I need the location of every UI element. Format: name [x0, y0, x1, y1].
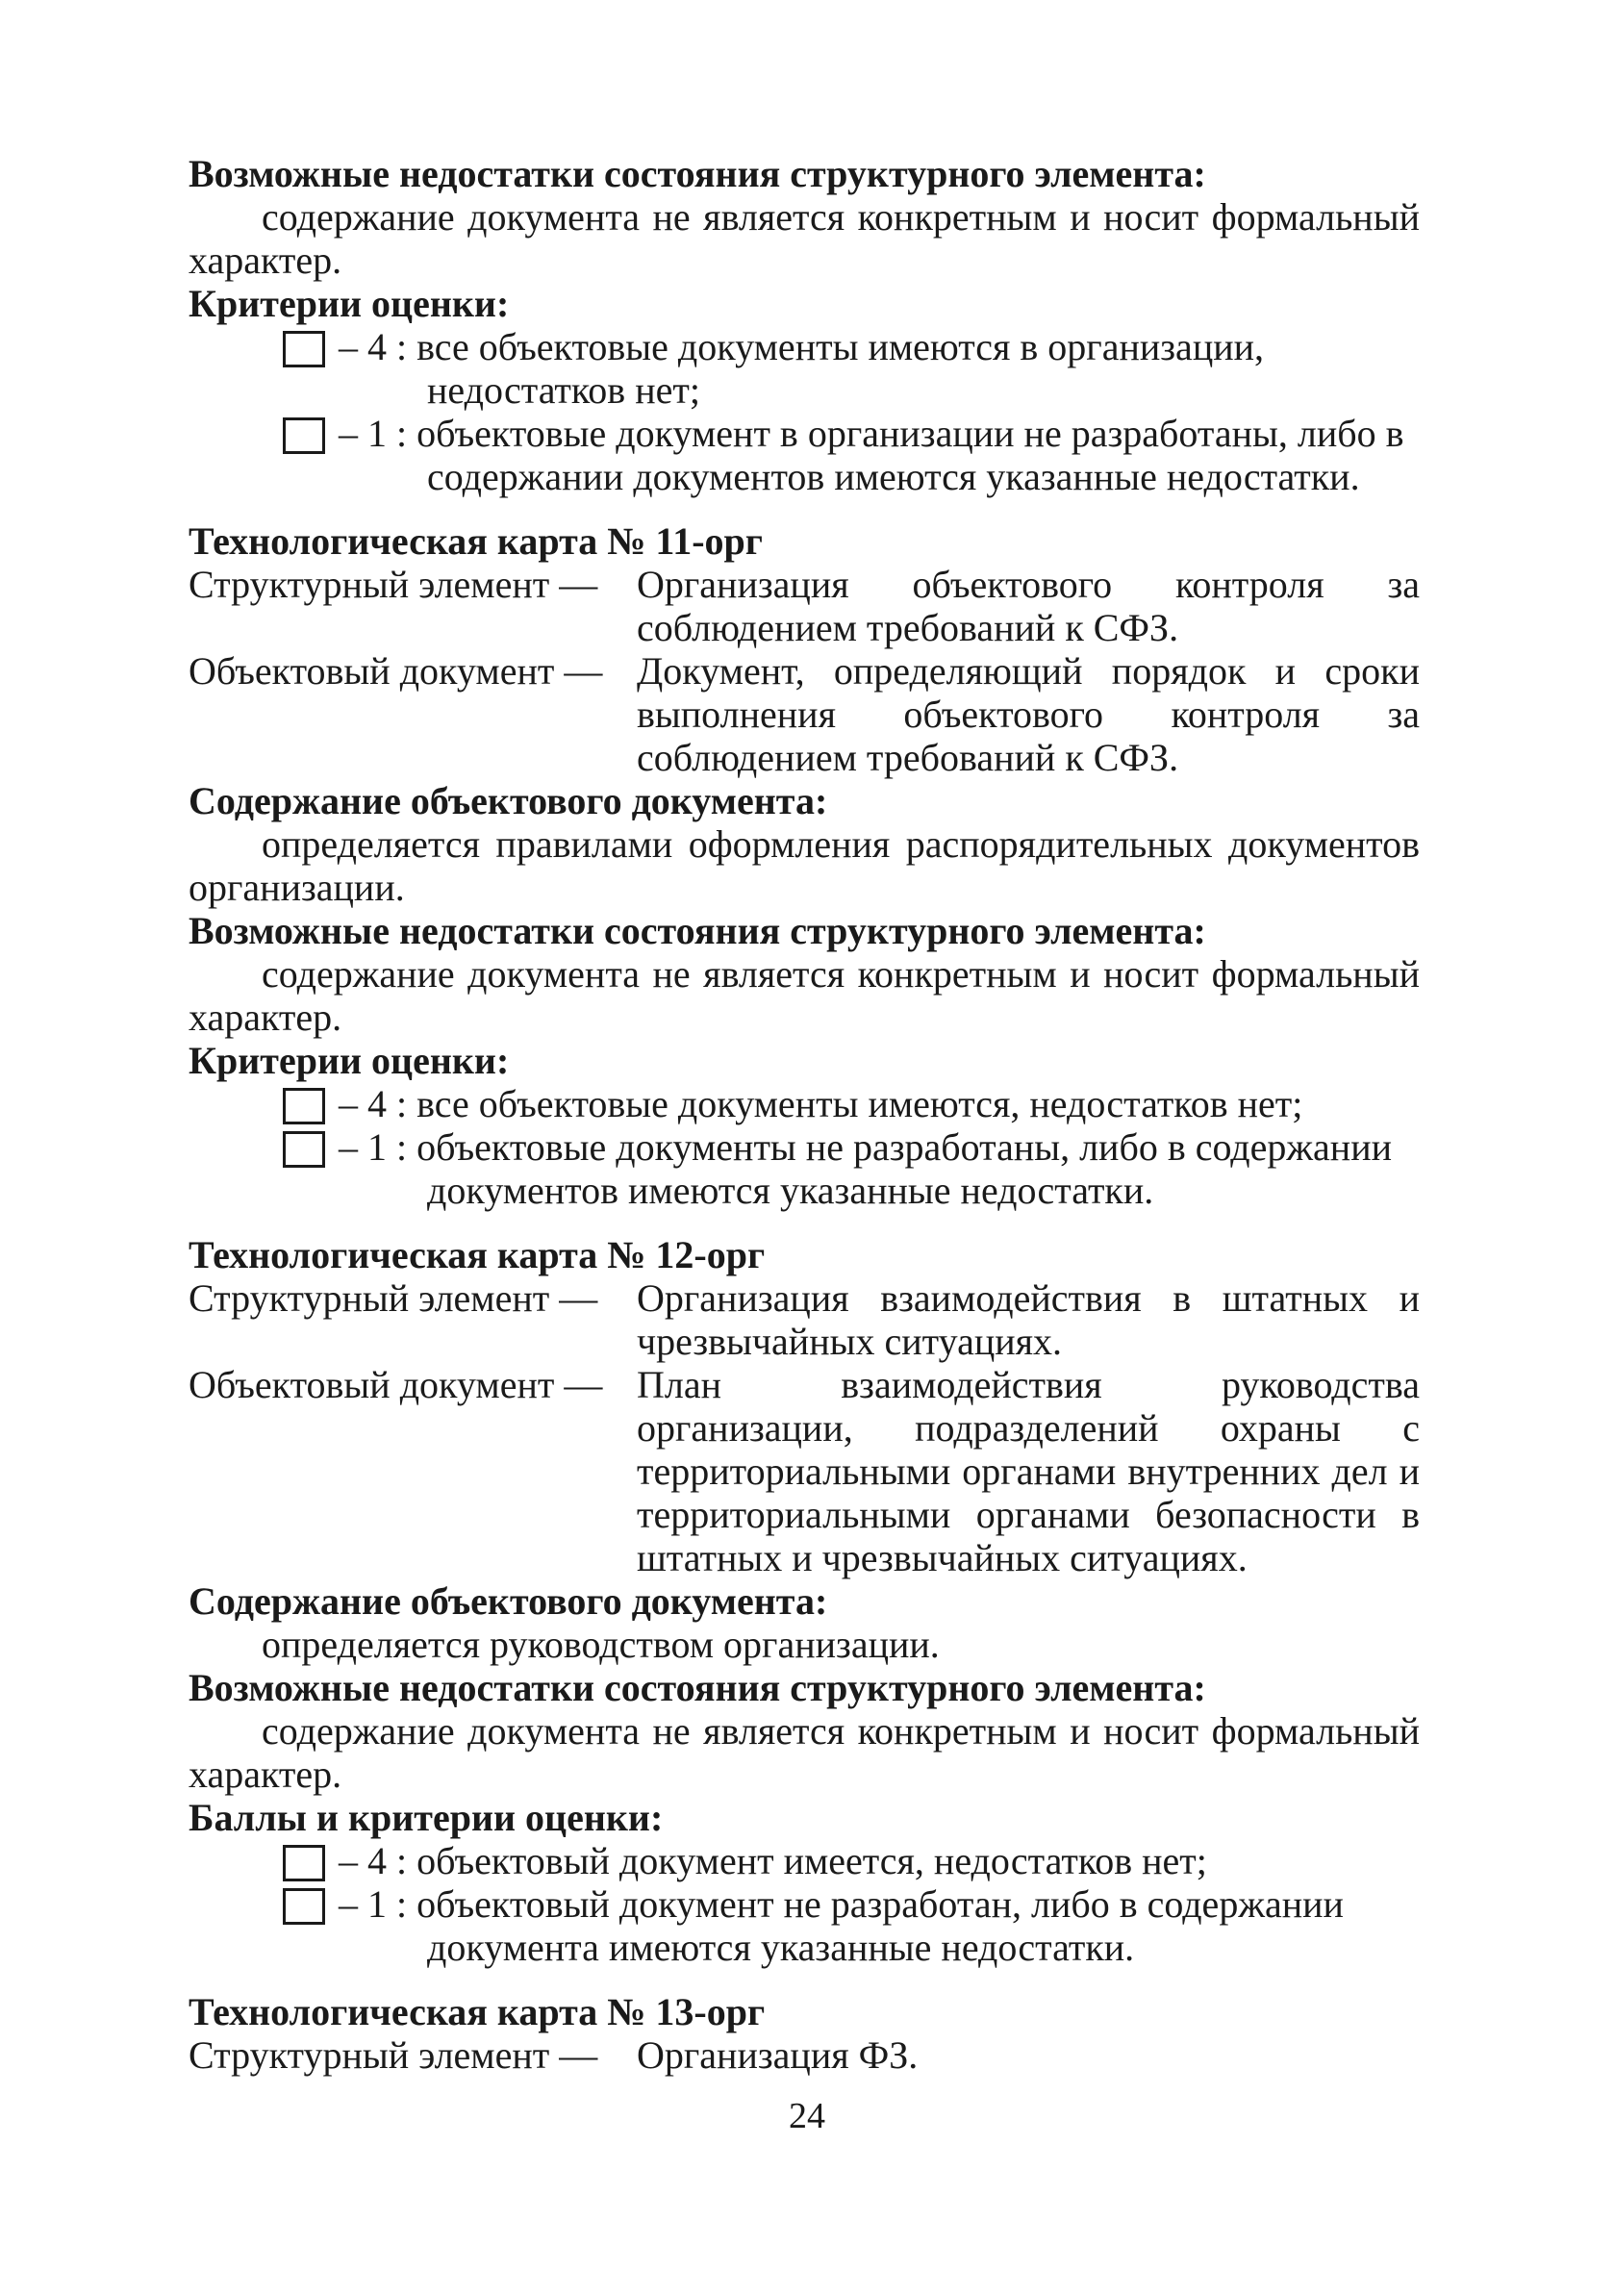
structural-element-label: Структурный элемент — [189, 1276, 598, 1320]
content-heading: Содержание объектового документа: [189, 1579, 828, 1623]
drawbacks-text: содержание документа не является конкретным и носит формальный характер. [189, 1709, 1420, 1796]
structural-element-row [189, 1276, 1420, 1363]
checkbox-icon[interactable] [283, 1088, 325, 1124]
criteria-heading: Баллы и критерии оценки: [189, 1796, 664, 1839]
structural-element-value: Организация взаимодействия в штатных и чрезвычайных ситуациях. [637, 1276, 1420, 1363]
criterion-item [189, 1082, 1420, 1125]
content-heading: Содержание объектового документа: [189, 779, 828, 822]
drawbacks-text: содержание документа не является конкретным и носит формальный характер. [189, 195, 1420, 282]
criterion-item [189, 412, 1420, 498]
checkbox-icon[interactable] [283, 331, 325, 367]
checkbox-icon[interactable] [283, 1845, 325, 1881]
checkbox-icon[interactable] [283, 1888, 325, 1925]
drawbacks-heading: Возможные недостатки состояния структурного элемента: [189, 152, 1206, 195]
criterion-item [189, 325, 1420, 412]
criterion-text: – 4 : объектовый документ имеется, недостатков нет; [339, 1839, 1207, 1882]
criterion-continuation: документов имеются указанные недостатки. [427, 1169, 1154, 1212]
structural-element-row [189, 2033, 1420, 2077]
page-number: 24 [789, 2096, 825, 2136]
content-text: определяется руководством организации. [262, 1623, 940, 1666]
criterion-continuation: недостатков нет; [427, 368, 700, 412]
checkbox-icon[interactable] [283, 417, 325, 454]
criterion-text: – 1 : объектовые документы не разработаны, либо в содержании [339, 1125, 1393, 1169]
structural-element-value: Организация объектового контроля за соблюдением требований к СФЗ. [637, 563, 1420, 649]
document-page [189, 152, 1420, 2077]
criterion-text: – 1 : объектовый документ не разработан, либо в содержании [339, 1882, 1344, 1926]
criteria-heading: Критерии оценки: [189, 1039, 510, 1082]
object-document-value: Документ, определяющий порядок и сроки выполнения объектового контроля за соблюдением требований к СФЗ. [637, 649, 1420, 779]
criterion-text: – 1 : объектовые документ в организации не разработаны, либо в [339, 412, 1404, 455]
card-13-title: Технологическая карта № 13-орг [189, 1990, 766, 2033]
object-document-row [189, 1363, 1420, 1579]
criterion-item [189, 1882, 1420, 1969]
structural-element-label: Структурный элемент — [189, 2033, 598, 2077]
object-document-value: План взаимодействия руководства организации, подразделений охраны с территориальными органами внутренних дел и территориальными органами безопасности в штатных и чрезвычайных ситуациях. [637, 1363, 1420, 1579]
card-12-title: Технологическая карта № 12-орг [189, 1233, 766, 1276]
checkbox-icon[interactable] [283, 1131, 325, 1168]
structural-element-value: Организация ФЗ. [637, 2033, 919, 2077]
object-document-label: Объектовый документ — [189, 649, 603, 693]
content-text: определяется правилами оформления распорядительных документов организации. [189, 822, 1420, 909]
criterion-continuation: документа имеются указанные недостатки. [427, 1926, 1135, 1969]
structural-element-row [189, 563, 1420, 649]
criterion-text: – 4 : все объектовые документы имеются в организации, [339, 325, 1265, 368]
drawbacks-heading: Возможные недостатки состояния структурного элемента: [189, 1666, 1206, 1709]
structural-element-label: Структурный элемент — [189, 563, 598, 606]
criterion-item [189, 1839, 1420, 1882]
object-document-row [189, 649, 1420, 779]
criteria-heading: Критерии оценки: [189, 282, 510, 325]
object-document-label: Объектовый документ — [189, 1363, 603, 1406]
drawbacks-heading: Возможные недостатки состояния структурного элемента: [189, 909, 1206, 952]
criterion-continuation: содержании документов имеются указанные недостатки. [427, 455, 1360, 498]
card-11-title: Технологическая карта № 11-орг [189, 519, 763, 563]
criterion-text: – 4 : все объектовые документы имеются, недостатков нет; [339, 1082, 1303, 1125]
drawbacks-text: содержание документа не является конкретным и носит формальный характер. [189, 952, 1420, 1039]
criterion-item [189, 1125, 1420, 1212]
